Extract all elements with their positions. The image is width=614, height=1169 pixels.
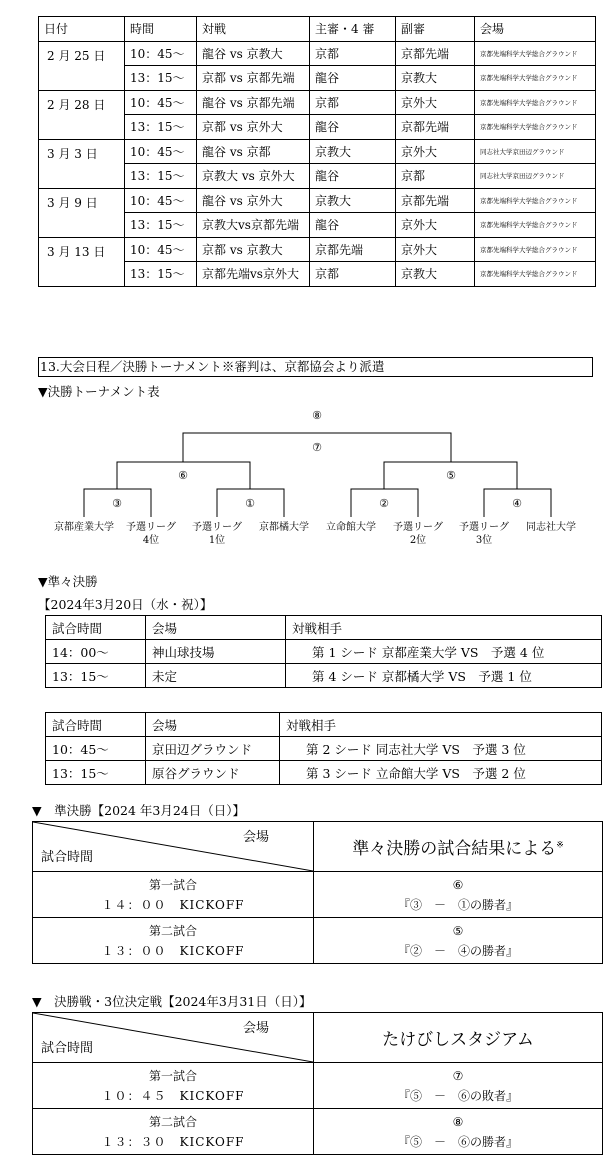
table-row <box>46 737 602 761</box>
sf-header-corner <box>33 822 314 872</box>
final-row1-label: 第一試合 <box>148 1068 197 1083</box>
quarterfinal-heading: ▼準々決勝 <box>38 574 98 589</box>
schedule-referee: 京都先端 <box>310 237 396 262</box>
schedule-venue: 同志社大学京田辺グラウンド <box>475 164 596 189</box>
schedule-time: 10：45～ <box>125 188 197 213</box>
league-schedule-table <box>38 16 596 287</box>
sf-row2-right <box>314 918 603 964</box>
table-row <box>33 1109 603 1155</box>
schedule-time: 10：45～ <box>125 41 197 66</box>
schedule-time: 10：45～ <box>125 237 197 262</box>
schedule-match: 龍谷 vs 京都先端 <box>197 90 310 115</box>
bracket-team-label-line: 予選リーグ <box>192 522 242 533</box>
bracket-third-number: ⑦ <box>312 441 322 454</box>
qf1-row1-venue: 神山球技場 <box>146 640 286 664</box>
schedule-time: 10：45～ <box>125 139 197 164</box>
bracket-team-label-line: 予選リーグ <box>459 522 509 533</box>
sf-row2-kickoff: １３：００ KICKOFF <box>101 943 245 958</box>
sf-header-right-text: 準々決勝の試合結果による <box>352 839 557 859</box>
schedule-referee: 京都 <box>310 90 396 115</box>
table-row <box>39 41 596 66</box>
schedule-date: 2 月 28 日 <box>39 90 125 139</box>
bracket-team-label <box>393 521 443 546</box>
final-row1-right <box>314 1063 603 1109</box>
final-row2-left <box>33 1109 314 1155</box>
bracket-team-label <box>54 520 114 533</box>
sf-header-row <box>33 822 603 872</box>
schedule-assistant: 京教大 <box>396 66 475 91</box>
final-row2-right <box>314 1109 603 1155</box>
final-header-right: たけびしスタジアム <box>314 1013 603 1063</box>
bracket-team-label <box>126 521 176 546</box>
schedule-assistant: 京外大 <box>396 213 475 238</box>
bracket-match-2-number: ② <box>379 497 389 510</box>
schedule-assistant: 京都先端 <box>396 115 475 140</box>
qf1-row2-venue: 未定 <box>146 664 286 688</box>
qf2-header-row <box>46 713 602 737</box>
schedule-venue: 京都先端科学大学総合グラウンド <box>475 188 596 213</box>
bracket-match-4-number: ④ <box>512 497 522 510</box>
table-row <box>33 1063 603 1109</box>
sf-header-right <box>314 822 603 872</box>
table-row <box>46 761 602 785</box>
final-row2-desc: 『⑤ － ⑥の勝者』 <box>397 1134 518 1149</box>
qf2-row2-time: 13：15～ <box>46 761 146 785</box>
final-heading: ▼ 決勝戦・3位決定戦【2024年3月31日（日）】 <box>32 994 312 1009</box>
schedule-venue: 京都先端科学大学総合グラウンド <box>475 262 596 287</box>
schedule-match: 京都 vs 京外大 <box>197 115 310 140</box>
final-row1-left <box>33 1063 314 1109</box>
schedule-header-row <box>39 17 596 42</box>
schedule-match: 京都先端vs京外大 <box>197 262 310 287</box>
schedule-assistant: 京外大 <box>396 139 475 164</box>
qf1-header-row <box>46 616 602 640</box>
bracket-team-label-line: 京都産業大学 <box>54 522 114 533</box>
bracket-team-label-line: 立命館大学 <box>326 522 376 533</box>
tournament-bracket <box>0 400 614 550</box>
bracket-match-1-number: ① <box>245 497 255 510</box>
schedule-date: 3 月 9 日 <box>39 188 125 237</box>
qf1-header-time: 試合時間 <box>46 616 146 640</box>
schedule-venue: 京都先端科学大学総合グラウンド <box>475 237 596 262</box>
qf1-row1-time: 14：00～ <box>46 640 146 664</box>
bracket-final-number: ⑧ <box>312 409 322 422</box>
schedule-venue: 京都先端科学大学総合グラウンド <box>475 66 596 91</box>
schedule-referee: 京都 <box>310 262 396 287</box>
bracket-team-label-line: 2位 <box>409 535 427 546</box>
final-header-corner <box>33 1013 314 1063</box>
final-row2-kickoff: １３：３０ KICKOFF <box>101 1134 245 1149</box>
table-row <box>46 640 602 664</box>
final-row1-num: ⑦ <box>452 1068 464 1083</box>
table-row <box>39 188 596 213</box>
schedule-assistant: 京都先端 <box>396 188 475 213</box>
final-header-venue: 会場 <box>242 1021 269 1036</box>
sf-row2-num: ⑤ <box>452 923 464 938</box>
qf1-header-venue: 会場 <box>146 616 286 640</box>
qf2-row2-match: 第 3 シード 立命館大学 VS 予選 2 位 <box>280 761 602 785</box>
qf2-header-time: 試合時間 <box>46 713 146 737</box>
header-assistant: 副審 <box>396 17 475 42</box>
final-row2-num: ⑧ <box>452 1114 464 1129</box>
schedule-time: 13：15～ <box>125 115 197 140</box>
schedule-match: 京教大 vs 京外大 <box>197 164 310 189</box>
bracket-team-label-line: 3位 <box>475 535 493 546</box>
final-header-row <box>33 1013 603 1063</box>
final-header-time: 試合時間 <box>41 1041 94 1056</box>
schedule-assistant: 京外大 <box>396 237 475 262</box>
header-venue: 会場 <box>475 17 596 42</box>
sf-row1-right <box>314 872 603 918</box>
schedule-date: 3 月 13 日 <box>39 237 125 286</box>
schedule-venue: 京都先端科学大学総合グラウンド <box>475 213 596 238</box>
qf2-header-match: 対戦相手 <box>280 713 602 737</box>
qf1-header-match: 対戦相手 <box>286 616 602 640</box>
table-row <box>46 664 602 688</box>
header-referee: 主審・4 審 <box>310 17 396 42</box>
schedule-date: 2 月 25 日 <box>39 41 125 90</box>
sf-row1-desc: 『③ － ①の勝者』 <box>397 897 518 912</box>
bracket-match-3-number: ③ <box>112 497 122 510</box>
sf-header-time: 試合時間 <box>41 850 94 865</box>
schedule-referee: 龍谷 <box>310 115 396 140</box>
header-date: 日付 <box>39 17 125 42</box>
qf1-row1-match: 第 1 シード 京都産業大学 VS 予選 4 位 <box>286 640 602 664</box>
schedule-date: 3 月 3 日 <box>39 139 125 188</box>
table-row <box>39 139 596 164</box>
table-row <box>39 237 596 262</box>
schedule-referee: 京都 <box>310 41 396 66</box>
bracket-team-label-line: 京都橘大学 <box>259 522 309 533</box>
schedule-assistant: 京外大 <box>396 90 475 115</box>
sf-header-note: ※ <box>556 840 564 851</box>
table-row <box>33 918 603 964</box>
bracket-team-label-line: 予選リーグ <box>393 522 443 533</box>
semifinal-table <box>32 821 603 964</box>
final-row2-label: 第二試合 <box>148 1114 197 1129</box>
qf2-row1-match: 第 2 シード 同志社大学 VS 予選 3 位 <box>280 737 602 761</box>
schedule-match: 京都 vs 京教大 <box>197 237 310 262</box>
sf-row1-num: ⑥ <box>452 877 464 892</box>
bracket-right-semi-number: ⑤ <box>446 469 456 482</box>
schedule-match: 京教大vs京都先端 <box>197 213 310 238</box>
schedule-venue: 京都先端科学大学総合グラウンド <box>475 41 596 66</box>
schedule-time: 13：15～ <box>125 213 197 238</box>
schedule-match: 龍谷 vs 京外大 <box>197 188 310 213</box>
table-row <box>39 90 596 115</box>
qf2-row1-time: 10：45～ <box>46 737 146 761</box>
semifinal-heading: ▼ 準決勝【2024 年3月24日（日）】 <box>32 803 246 818</box>
qf2-header-venue: 会場 <box>146 713 280 737</box>
qf1-row2-time: 13：15～ <box>46 664 146 688</box>
schedule-assistant: 京都先端 <box>396 41 475 66</box>
schedule-venue: 同志社大学京田辺グラウンド <box>475 139 596 164</box>
tournament-heading: ▼決勝トーナメント表 <box>38 384 160 399</box>
section-13-title: 13.大会日程／決勝トーナメント※審判は、京都協会より派遣 <box>38 357 593 377</box>
quarterfinal-date: 【2024年3月20日（水・祝）】 <box>38 597 213 612</box>
bracket-team-label-line: 同志社大学 <box>526 522 576 533</box>
schedule-match: 龍谷 vs 京都 <box>197 139 310 164</box>
schedule-referee: 龍谷 <box>310 164 396 189</box>
final-row1-kickoff: １０：４５ KICKOFF <box>101 1088 245 1103</box>
schedule-time: 10：45～ <box>125 90 197 115</box>
schedule-referee: 京教大 <box>310 188 396 213</box>
schedule-referee: 龍谷 <box>310 66 396 91</box>
bracket-left-semi-number: ⑥ <box>178 469 188 482</box>
quarterfinal-table-2 <box>45 712 602 785</box>
sf-header-venue: 会場 <box>242 830 269 845</box>
sf-row2-desc: 『② － ④の勝者』 <box>397 943 518 958</box>
bracket-team-label-line: 予選リーグ <box>126 522 176 533</box>
final-row1-desc: 『⑤ － ⑥の敗者』 <box>397 1088 518 1103</box>
bracket-team-label <box>259 520 309 533</box>
schedule-match: 龍谷 vs 京教大 <box>197 41 310 66</box>
schedule-assistant: 京都 <box>396 164 475 189</box>
schedule-referee: 龍谷 <box>310 213 396 238</box>
schedule-venue: 京都先端科学大学総合グラウンド <box>475 90 596 115</box>
bracket-team-label <box>526 520 576 533</box>
schedule-match: 京都 vs 京都先端 <box>197 66 310 91</box>
sf-row2-left <box>33 918 314 964</box>
header-match: 対戦 <box>197 17 310 42</box>
schedule-venue: 京都先端科学大学総合グラウンド <box>475 115 596 140</box>
sf-row2-label: 第二試合 <box>148 923 197 938</box>
bracket-team-label <box>326 520 376 533</box>
bracket-team-label <box>192 521 242 546</box>
final-table <box>32 1012 603 1155</box>
header-time: 時間 <box>125 17 197 42</box>
schedule-time: 13：15～ <box>125 262 197 287</box>
schedule-referee: 京教大 <box>310 139 396 164</box>
table-row <box>33 872 603 918</box>
schedule-assistant: 京教大 <box>396 262 475 287</box>
qf2-row2-venue: 原谷グラウンド <box>146 761 280 785</box>
sf-row1-kickoff: １４：００ KICKOFF <box>101 897 245 912</box>
schedule-time: 13：15～ <box>125 66 197 91</box>
bracket-team-label <box>459 521 509 546</box>
qf2-row1-venue: 京田辺グラウンド <box>146 737 280 761</box>
bracket-team-label-line: 1位 <box>208 535 226 546</box>
sf-row1-label: 第一試合 <box>148 877 197 892</box>
qf1-row2-match: 第 4 シード 京都橘大学 VS 予選 1 位 <box>286 664 602 688</box>
bracket-team-label-line: 4位 <box>142 535 160 546</box>
sf-row1-left <box>33 872 314 918</box>
quarterfinal-table-1 <box>45 615 602 688</box>
schedule-time: 13：15～ <box>125 164 197 189</box>
